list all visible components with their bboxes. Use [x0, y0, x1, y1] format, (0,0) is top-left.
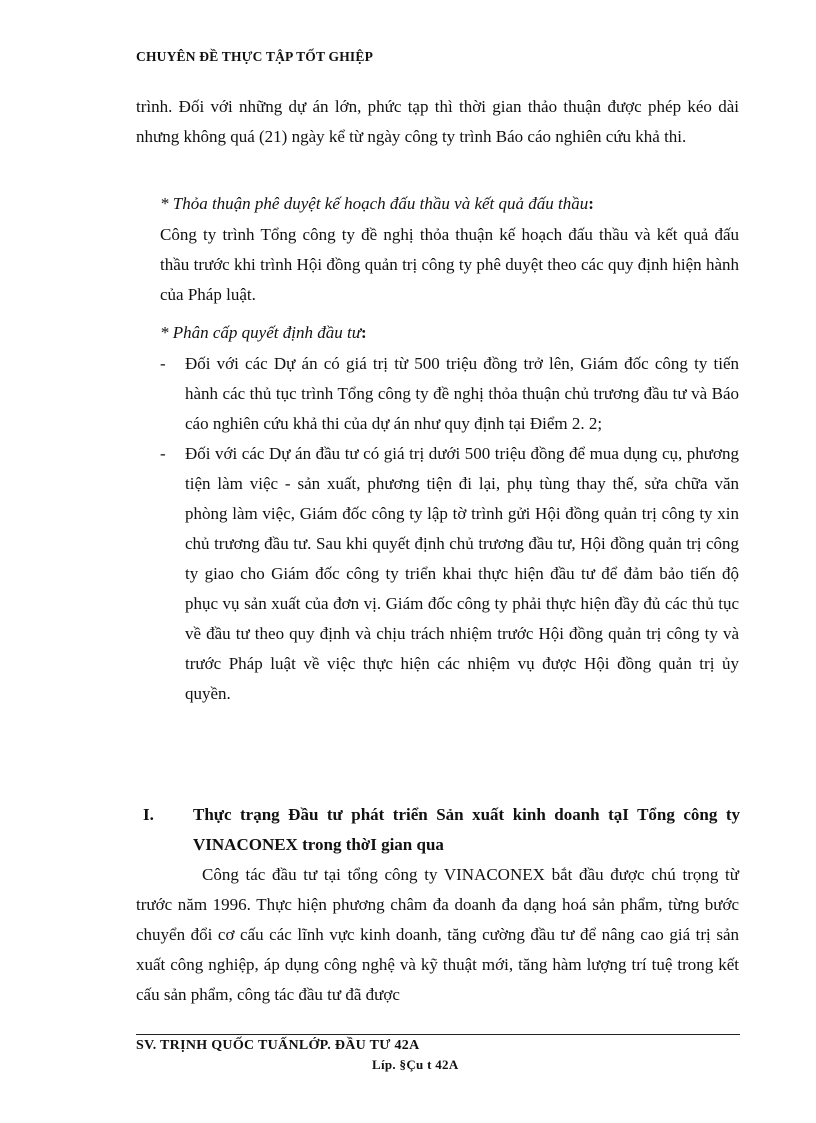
list-item — [160, 439, 739, 709]
paragraph-vinaconex: Công tác đầu tư tại tổng công ty VINACONEX bắt đầu được chú trọng từ trước năm 1996. Thực hiện phương châm đa doanh đa dạng hoá sản phẩm, từng bước chuyển đổi cơ cấu các lĩnh vực kinh doanh, tăng cường đầu tư để nâng cao giá trị sản xuất công nghiệp, áp dụng công nghệ và kỹ thuật mới, tăng hàm lượng trí tuệ trong kết cấu sản phẩm, công tác đầu tư đã được — [136, 865, 739, 1004]
subheading-bidding — [160, 189, 739, 219]
footer-class-line: Líp. §Çu t 42A — [372, 1057, 459, 1072]
paragraph-bidding: Công ty trình Tổng công ty đề nghị thỏa thuận kế hoạch đấu thầu và kết quả đấu thầu trước khi trình Hội đồng quản trị công ty phê duyệt theo các quy định hiện hành của Pháp luật. — [160, 225, 739, 304]
footer-divider — [136, 1034, 740, 1035]
section-number: I. — [143, 805, 154, 824]
section-heading — [143, 800, 740, 860]
subheading-bidding-text: * Thỏa thuận phê duyệt kế hoạch đấu thầu và kết quả đấu thầu — [160, 194, 589, 213]
paragraph-intro: trình. Đối với những dự án lớn, phức tạp thì thời gian thảo thuận được phép kéo dài nhưng không quá (21) ngày kể từ ngày công ty trình Báo cáo nghiên cứu khả thi. — [136, 97, 739, 146]
bullet-text: Đối với các Dự án có giá trị từ 500 triệu đồng trở lên, Giám đốc công ty tiến hành các thủ tục trình Tổng công ty đề nghị thỏa thuận chủ trương đầu tư và Báo cáo nghiên cứu khả thi của dự án như quy định tại Điểm 2. 2; — [185, 354, 739, 433]
subheading-decision-colon: : — [360, 323, 367, 342]
subheading-decision — [160, 318, 739, 348]
document-header: CHUYÊN ĐỀ THỰC TẬP TỐT GHIỆP — [136, 49, 374, 64]
footer-student-line: SV. TRỊNH QUỐC TUẤNLỚP. ĐẦU TƯ 42A — [136, 1038, 420, 1053]
list-item — [160, 349, 739, 439]
subheading-decision-text: * Phân cấp quyết định đầu tư — [160, 323, 361, 342]
bullet-list — [160, 349, 739, 709]
bullet-text: Đối với các Dự án đầu tư có giá trị dưới 500 triệu đồng để mua dụng cụ, phương tiện làm việc - sản xuất, phương tiện đi lại, phụ tùng thay thế, sửa chữa văn phòng làm việc, Giám đốc công ty lập tờ trình gửi Hội đồng quản trị công ty xin chủ trương đầu tư. Sau khi quyết định chủ trương đầu tư, Hội đồng quản trị công ty giao cho Giám đốc công ty triển khai thực hiện đầu tư để đảm bảo tiến độ phục vụ sản xuất của đơn vị. Giám đốc công ty phải thực hiện đầy đủ các thủ tục về đầu tư theo quy định và chịu trách nhiệm trước Hội đồng quản trị công ty và trước Pháp luật về việc thực hiện các nhiệm vụ được Hội đồng quản trị ủy quyền. — [185, 444, 739, 703]
bullet-dash: - — [160, 354, 166, 373]
bullet-dash: - — [160, 444, 166, 463]
subheading-bidding-colon: : — [588, 194, 594, 213]
section-title: Thực trạng Đầu tư phát triển Sản xuất kinh doanh tạI Tổng công ty VINACONEX trong thờI gian qua — [193, 805, 740, 854]
